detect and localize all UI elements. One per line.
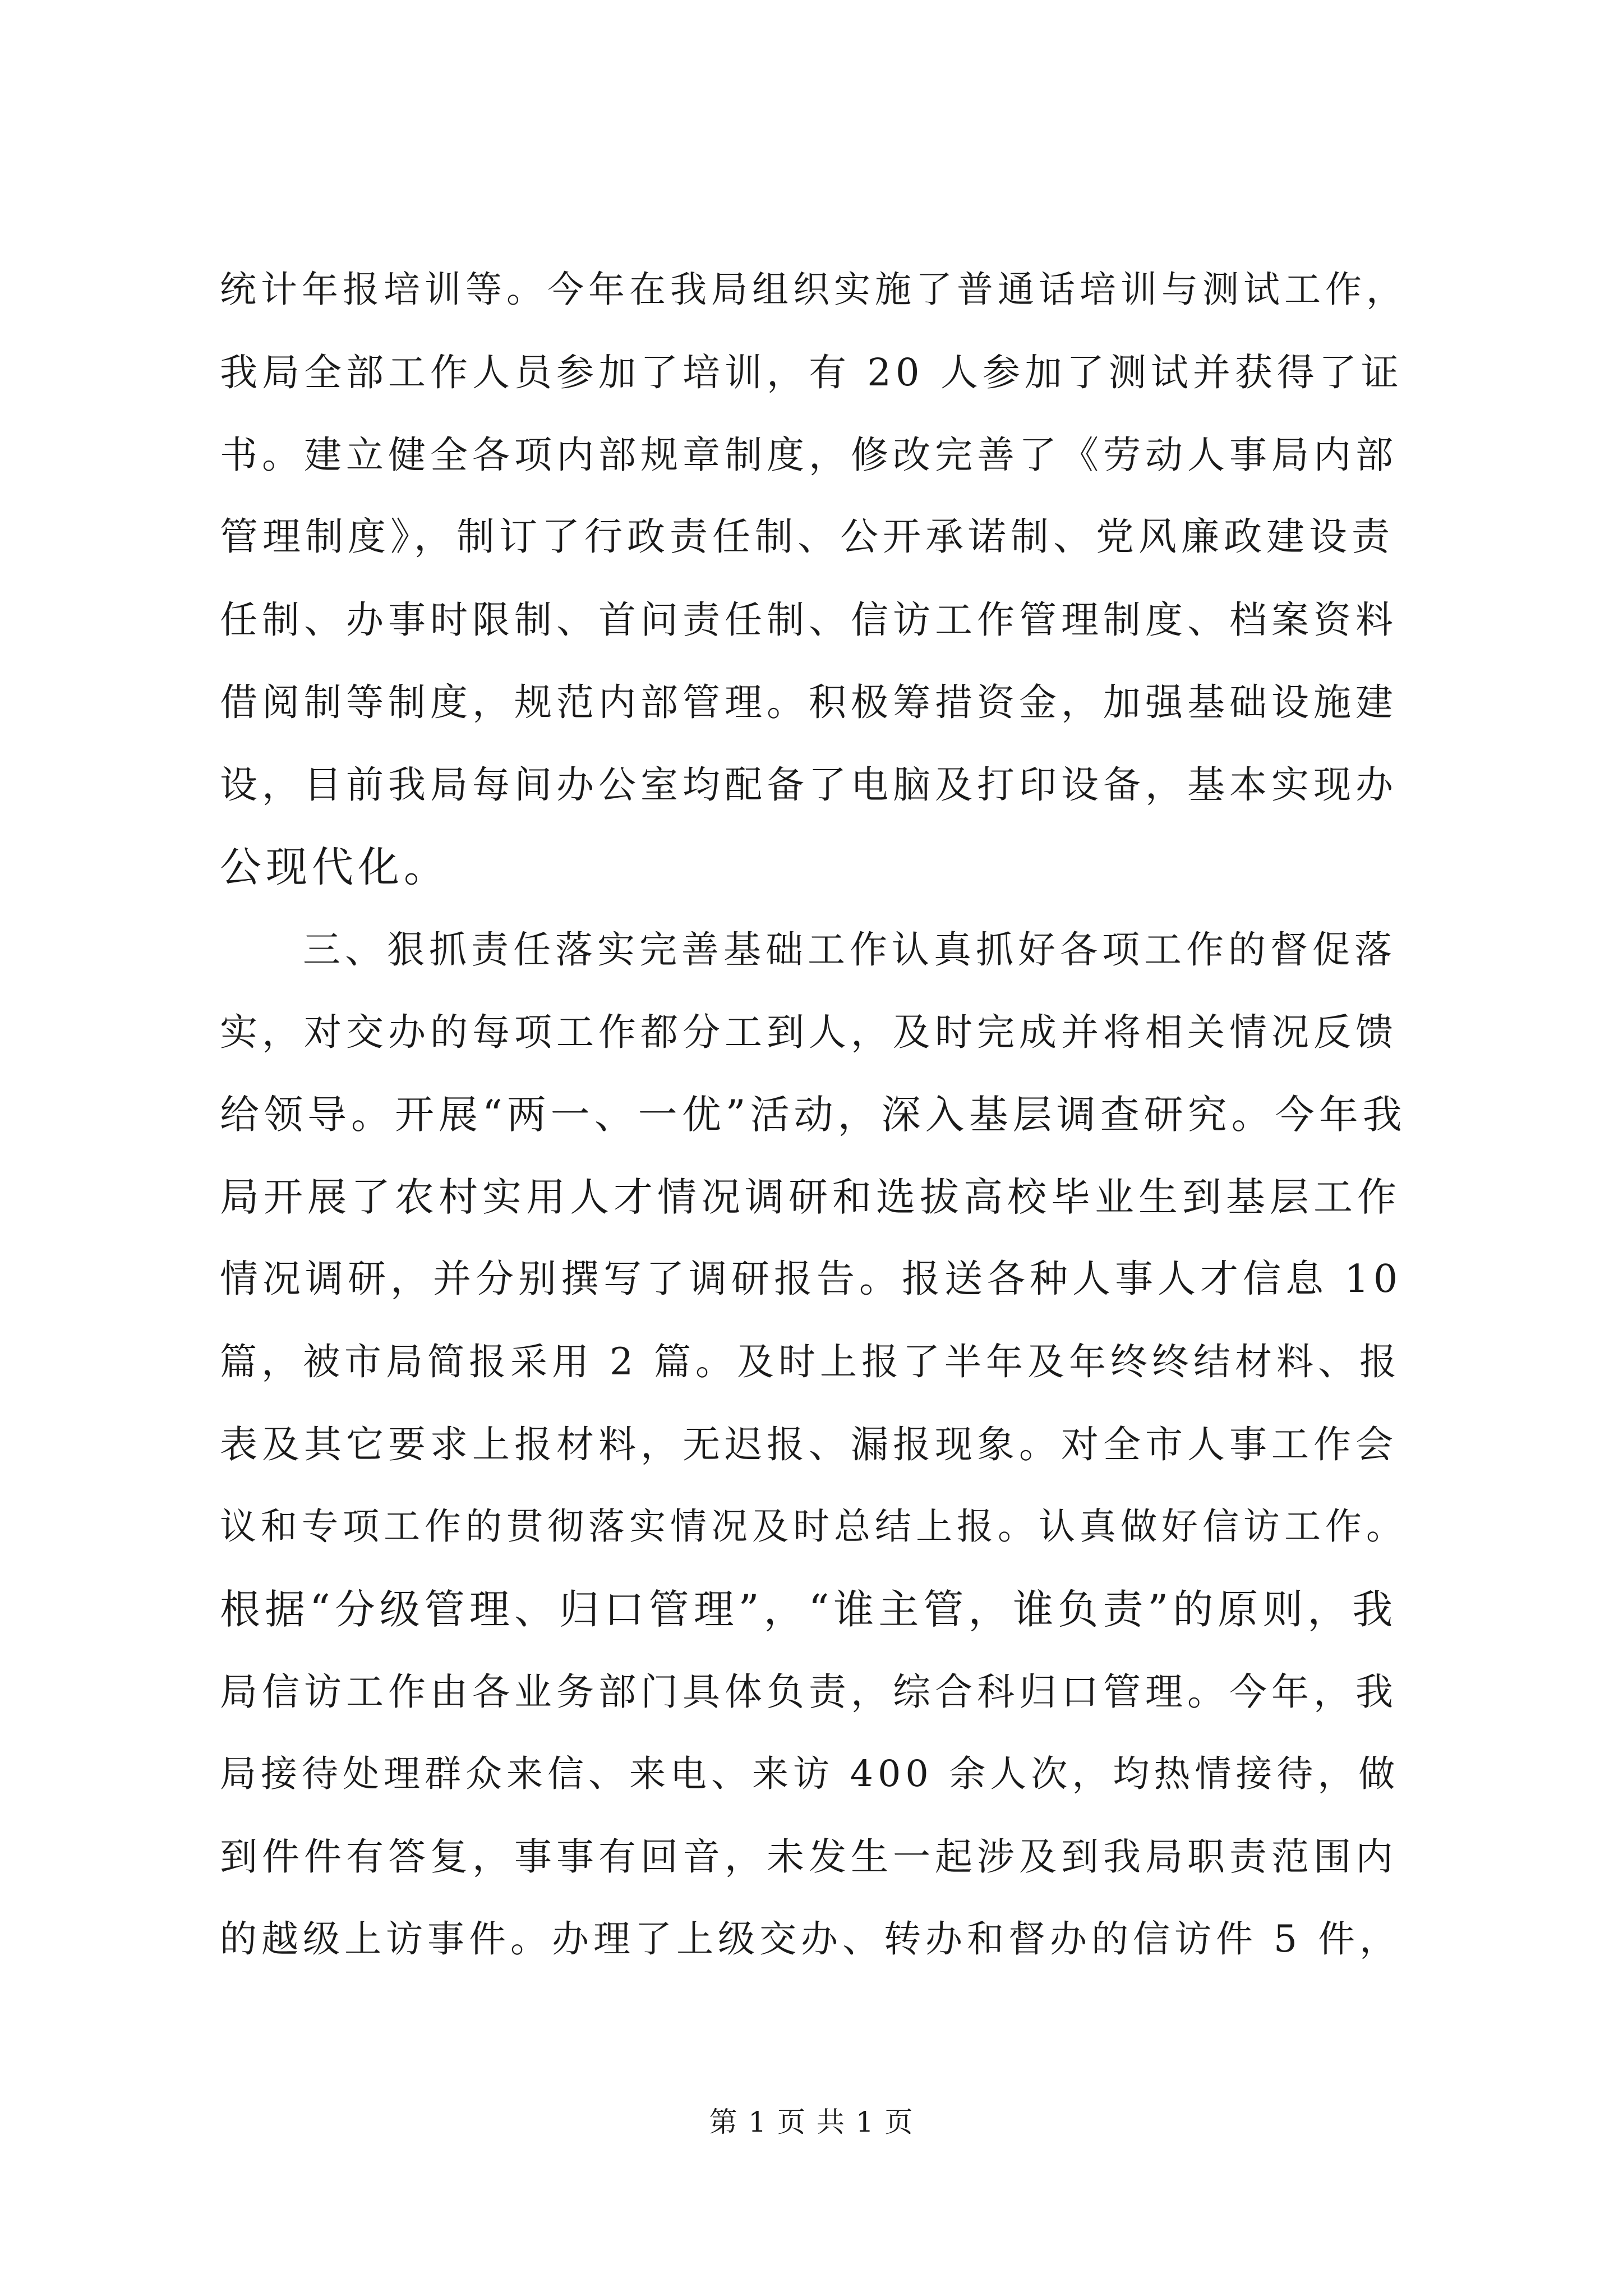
text-line: 我局全部工作人员参加了培训，有 20 人参加了测试并获得了证 [220, 351, 1403, 394]
section-heading-line: 三、狠抓责任落实完善基础工作认真抓好各项工作的督促落 [303, 928, 1396, 972]
text-line: 表及其它要求上报材料，无迟报、漏报现象。对全市人事工作会 [220, 1423, 1398, 1466]
text-line: 公现代化。 [220, 843, 450, 891]
text-line: 统计年报培训等。今年在我局组织实施了普通话培训与测试工作， [220, 269, 1408, 311]
text-line: 实，对交办的每项工作都分工到人，及时完成并将相关情况反馈 [220, 1010, 1398, 1054]
text-line: 设，目前我局每间办公室均配备了电脑及打印设备，基本实现办 [220, 763, 1398, 807]
text-line: 给领导。开展“两一、一优”活动，深入基层调查研究。今年我 [220, 1092, 1407, 1138]
text-line: 的越级上访事件。办理了上级交办、转办和督办的信访件 5 件， [220, 1917, 1401, 1961]
text-line: 管理制度》，制订了行政责任制、公开承诺制、党风廉政建设责 [220, 515, 1395, 559]
page-number-footer: 第 1 页 共 1 页 [709, 2106, 914, 2138]
text-line: 情况调研，并分别撰写了调研报告。报送各种人事人才信息 10 [220, 1257, 1403, 1301]
text-line: 局接待处理群众来信、来电、来访 400 余人次，均热情接待，做 [220, 1753, 1400, 1795]
text-line: 根据“分级管理、归口管理”，“谁主管，谁负责”的原则，我 [220, 1586, 1398, 1633]
text-line: 篇，被市局简报采用 2 篇。及时上报了半年及年终终结材料、报 [220, 1340, 1401, 1383]
text-line: 局开展了农村实用人才情况调研和选拔高校毕业生到基层工作 [220, 1174, 1401, 1220]
text-line: 议和专项工作的贯彻落实情况及时总结上报。认真做好信访工作。 [220, 1506, 1408, 1548]
text-line: 书。建立健全各项内部规章制度，修改完善了《劳动人事局内部 [220, 433, 1398, 477]
text-line: 借阅制等制度，规范内部管理。积极筹措资金，加强基础设施建 [220, 680, 1398, 724]
text-line: 局信访工作由各业务部门具体负责，综合科归口管理。今年，我 [220, 1670, 1398, 1714]
text-line: 到件件有答复，事事有回音，未发生一起涉及到我局职责范围内 [220, 1835, 1398, 1879]
text-line: 任制、办事时限制、首问责任制、信访工作管理制度、档案资料 [220, 598, 1398, 642]
